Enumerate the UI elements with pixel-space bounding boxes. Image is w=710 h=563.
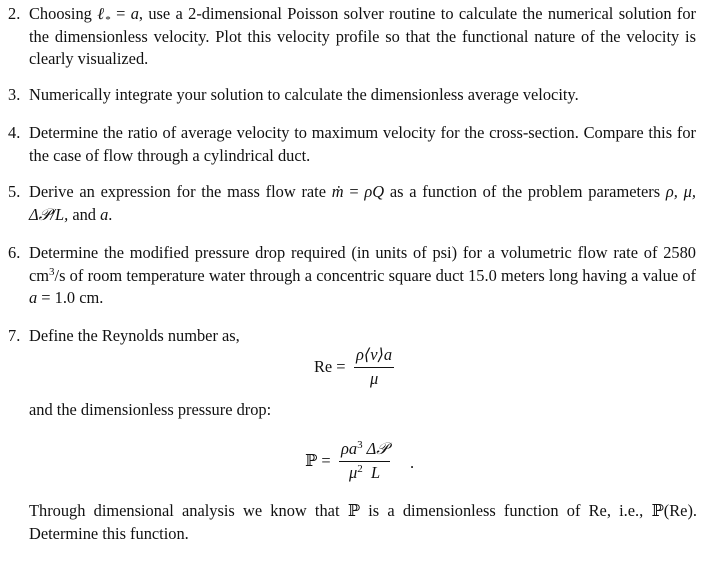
text-segment: . — [108, 204, 113, 224]
pressure-numerator — [339, 438, 390, 461]
item-text: Determine the ratio of average velocity to maximum velocity for the cross-section. Compare this for the case of flow through a cylindrical duct. — [29, 123, 696, 165]
math-mu: μ — [349, 462, 358, 482]
item-text — [29, 181, 696, 226]
math-a: a — [100, 204, 109, 224]
reynolds-denominator: μ — [369, 368, 379, 388]
math-delta-p: Δ𝒫 — [366, 439, 389, 458]
dimensionless-pressure-intro: and the dimensionless pressure drop: — [29, 400, 272, 419]
problem-item-7 — [0, 325, 700, 348]
math-superscript: 3 — [49, 265, 55, 278]
math-a: a — [130, 4, 139, 23]
reynolds-numerator: ρ⟨v⟩a — [356, 345, 393, 364]
math-ell: ℓ — [97, 4, 106, 23]
problem-item-6 — [0, 242, 700, 310]
pressure-lhs: ℙ = — [305, 451, 331, 470]
math-superscript: 3 — [357, 439, 363, 451]
math-params: ρ, μ, Δ𝒫/L, — [29, 182, 696, 224]
text-segment: , use a 2-dimensional Poisson solver routine to calculate the numerical solution for the dimensionless velocity. Plot this velocity profile so that the functional nature of the velocity is clearly visualized. — [29, 4, 696, 68]
closing-paragraph: Through dimensional analysis we know that ℙ is a dimensionless function of Re, i.e., ℙ(Re). Determine this function. — [29, 501, 697, 543]
item-text — [29, 242, 696, 310]
math-superscript: 2 — [357, 462, 363, 475]
item-number: 7. — [8, 326, 21, 345]
math-L: L — [370, 462, 381, 482]
text-segment: Determine the modified pressure drop required (in units of psi) for a volumetric flow rate of 2580 cm — [29, 243, 696, 285]
problem-item-3 — [0, 84, 700, 107]
item-number: 3. — [8, 85, 21, 104]
pressure-fraction — [339, 438, 390, 484]
item-number: 6. — [8, 243, 21, 262]
math-equals: = — [110, 4, 131, 23]
math-star-subscript: * — [105, 14, 111, 26]
pressure-period: . — [410, 453, 415, 472]
item-number: 4. — [8, 123, 21, 142]
item-text — [29, 3, 696, 71]
math-rho-a: ρa — [341, 439, 358, 458]
problem-item-4 — [0, 122, 700, 167]
reynolds-lhs: Re = — [314, 357, 346, 376]
item-number: 2. — [8, 4, 21, 23]
text-segment: /s of room temperature water through a concentric square duct 15.0 meters long having a value of — [54, 265, 696, 285]
text-segment: and — [68, 204, 101, 224]
text-segment: Choosing — [29, 4, 98, 23]
text-segment: as a function of the problem parameters — [384, 182, 661, 201]
math-equals: = — [343, 182, 365, 201]
text-segment: = 1.0 cm. — [37, 288, 104, 307]
problem-item-2 — [0, 3, 700, 71]
item-number: 5. — [8, 182, 21, 201]
item-intro: Define the Reynolds number as, — [29, 326, 240, 345]
reynolds-fraction — [354, 344, 394, 390]
math-mdot: ṁ — [331, 182, 344, 201]
math-rhoQ: ρQ — [364, 182, 385, 201]
item-text: Numerically integrate your solution to calculate the dimensionless average velocity. — [29, 85, 579, 104]
pressure-denominator — [339, 462, 390, 485]
math-a: a — [29, 288, 38, 307]
problem-item-5 — [0, 181, 700, 226]
text-segment: Derive an expression for the mass flow rate — [29, 182, 332, 201]
